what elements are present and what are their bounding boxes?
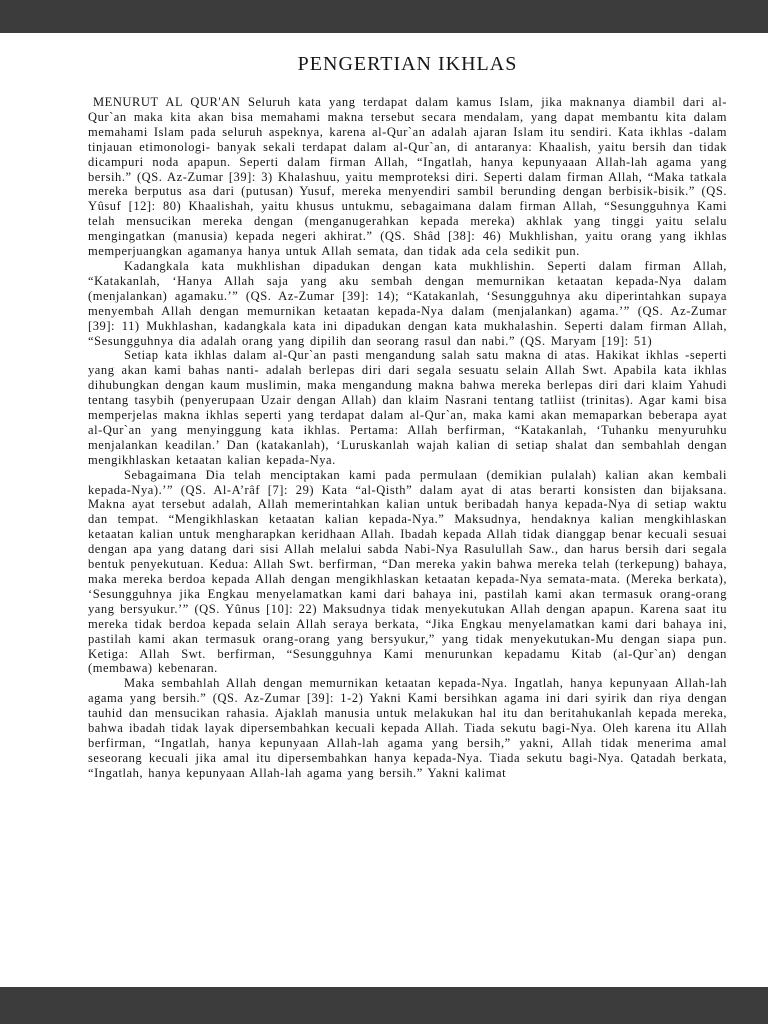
page-title: PENGERTIAN IKHLAS: [297, 53, 518, 75]
paragraph-sebagaimana: Sebagaimana Dia telah menciptakan kami pada permulaan (demikian pulalah) kalian akan kembali kepada-Nya).’” (QS. Al-A’râf [7]: 29) Kata “al-Qisth” dalam ayat di atas berarti konsisten dan bijaksana. Makna ayat tersebut adalah, Allah memerintahkan kalian untuk beribadah hanya kepada-Nya di setiap waktu dan tempat. “Mengikhlaskan ketaatan kalian kepada-Nya.” Maksudnya, hendaknya kalian mengkihlaskan ketaatan kalian untuk mengharapkan keridhaan Allah. Ibadah kepada Allah tidak dianggap benar kecuali sesuai dengan apa yang datang dari sisi Allah melalui sabda Nabi-Nya Rasulullah Saw., dan harus bersih dari segala bentuk penyekutuan. Kedua: Allah Swt. berfirman, “Dan mereka yakin bahwa mereka telah (terkepung) bahaya, maka mereka berdoa kepada Allah dengan mengikhlaskan ketaatan kepada-Nya semata-mata. (Mereka berkata), ‘Sesungguhnya jika Engkau menyelamatkan kami dari bahaya ini, pastilah kami akan termasuk orang-orang yang bersyukur.’” (QS. Yûnus [10]: 22) Maksudnya tidak menyekutukan Allah dengan apapun. Karena saat itu mereka tidak berdoa kepada selain Allah seraya berkata, “Jika Engkau menyelamatkan kami dari bahaya ini, pastilah kami akan termasuk orang-orang yang bersyukur,” yang tidak menyekutukan-Mu dengan siapa pun. Ketiga: Allah Swt. berfirman, “Sesungguhnya Kami menurunkan kepadamu Kitab (al-Qur`an) dengan (membawa) kebenaran.: [88, 467, 727, 676]
document-page: [88, 52, 727, 781]
letterbox-top: [0, 0, 768, 33]
paragraph-kadangkala: Kadangkala kata mukhlishan dipadukan dengan kata mukhlishin. Seperti dalam firman Allah, “Katakanlah, ‘Hanya Allah saja yang aku sembah dengan memurnikan ketaatan kepada-Nya dalam (menjalankan) agamaku.’” (QS. Az-Zumar [39]: 14); “Katakanlah, ‘Sesungguhnya aku diperintahkan supaya menyembah Allah dengan memurnikan ketaatan kepada-Nya dalam (menjalankan) agama.’” (QS. Az-Zumar [39]: 11) Mukhlashan, kadangkala kata ini dipadukan dengan kata mukhalashin. Seperti dalam firman Allah, “Sesungguhnya dia adalah orang yang dipilih dan seorang rasul dan nabi.” (QS. Maryam [19]: 51): [88, 258, 727, 348]
paragraph-menurut-al-quran: MENURUT AL QUR'AN Seluruh kata yang terdapat dalam kamus Islam, jika maknanya diambil dari al-Qur`an maka kita akan bisa memahami makna tersebut secara mendalam, yang dapat membantu kita dalam memahami Islam pada seluruh aspeknya, karena al-Qur`an adalah ajaran Islam itu sendiri. Kata ikhlas -dalam tinjauan etimonologi- banyak sekali terdapat dalam al-Qur`an, di antaranya: Khaalish, yaitu bersih dan tidak dicampuri noda apapun. Seperti dalam firman Allah, “Ingatlah, hanya kepunyaaan Allah-lah agama yang bersih.” (QS. Az-Zumar [39]: 3) Khalashuu, yaitu memproteksi diri. Seperti dalam firman Allah, “Maka tatkala mereka berputus asa dari (putusan) Yusuf, mereka menyendiri sambil berunding dengan berbisik-bisik.” (QS. Yûsuf [12]: 80) Khaalishah, yaitu khusus untukmu, sebagaimana dalam firman Allah, “Sesungguhnya Kami telah mensucikan mereka dengan (menganugerahkan kepada mereka) akhlak yang tinggi yaitu selalu mengingatkan (manusia) kepada negeri akhirat.” (QS. Shâd [38]: 46) Mukhlishan, yaitu orang yang ikhlas memperjuangkan agamanya hanya untuk Allah semata, dan tidak ada cela sedikit pun.: [88, 95, 727, 259]
paragraph-setiap-kata-ikhlas: Setiap kata ikhlas dalam al-Qur`an pasti mengandung salah satu makna di atas. Hakikat ikhlas -seperti yang akan kami bahas nanti- adalah berlepas diri dari segala sesuatu selain Allah Swt. Apabila kata ikhlas dihubungkan dengan kaum muslimin, maka mengandung makna bahwa mereka berlepas diri dari klaim Yahudi tentang tasybih (penyerupaan Uzair dengan Allah) dan klaim Nasrani tentang tatliist (trinitas). Agar kami bisa memperjelas makna ikhlas seperti yang terdapat dalam al-Qur`an, maka kami akan memaparkan beberapa ayat al-Qur`an yang menyinggung kata ikhlas. Pertama: Allah berfirman, “Katakanlah, ‘Tuhanku menyuruhku menjalankan keadilan.’ Dan (katakanlah), ‘Luruskanlah wajah kalian di setiap shalat dan sembahlah dengan mengikhlaskan ketaatan kalian kepada-Nya.: [88, 348, 727, 467]
paragraph-maka-sembahlah: Maka sembahlah Allah dengan memurnikan ketaatan kepada-Nya. Ingatlah, hanya kepunyaan Allah-lah agama yang bersih.” (QS. Az-Zumar [39]: 1-2) Yakni Kami bersihkan agama ini dari syirik dan riya dengan tauhid dan mensucikan rahasia. Ajaklah manusia untuk melakukan hal itu dan beritahukanlah kepada mereka, bahwa ibadah tidak layak dipersembahkan kecuali kepada Allah. Tiada sekutu bagi-Nya. Oleh karena itu Allah berfirman, “Ingatlah, hanya kepunyaan Allah-lah agama yang bersih,” yakni, Allah tidak menerima amal seseorang kecuali jika amal itu dipersembahkan hanya kepada-Nya. Tiada sekutu bagi-Nya. Qatadah berkata, “Ingatlah, hanya kepunyaan Allah-lah agama yang bersih.” Yakni kalimat: [88, 676, 727, 780]
letterbox-bottom: [0, 987, 768, 1024]
